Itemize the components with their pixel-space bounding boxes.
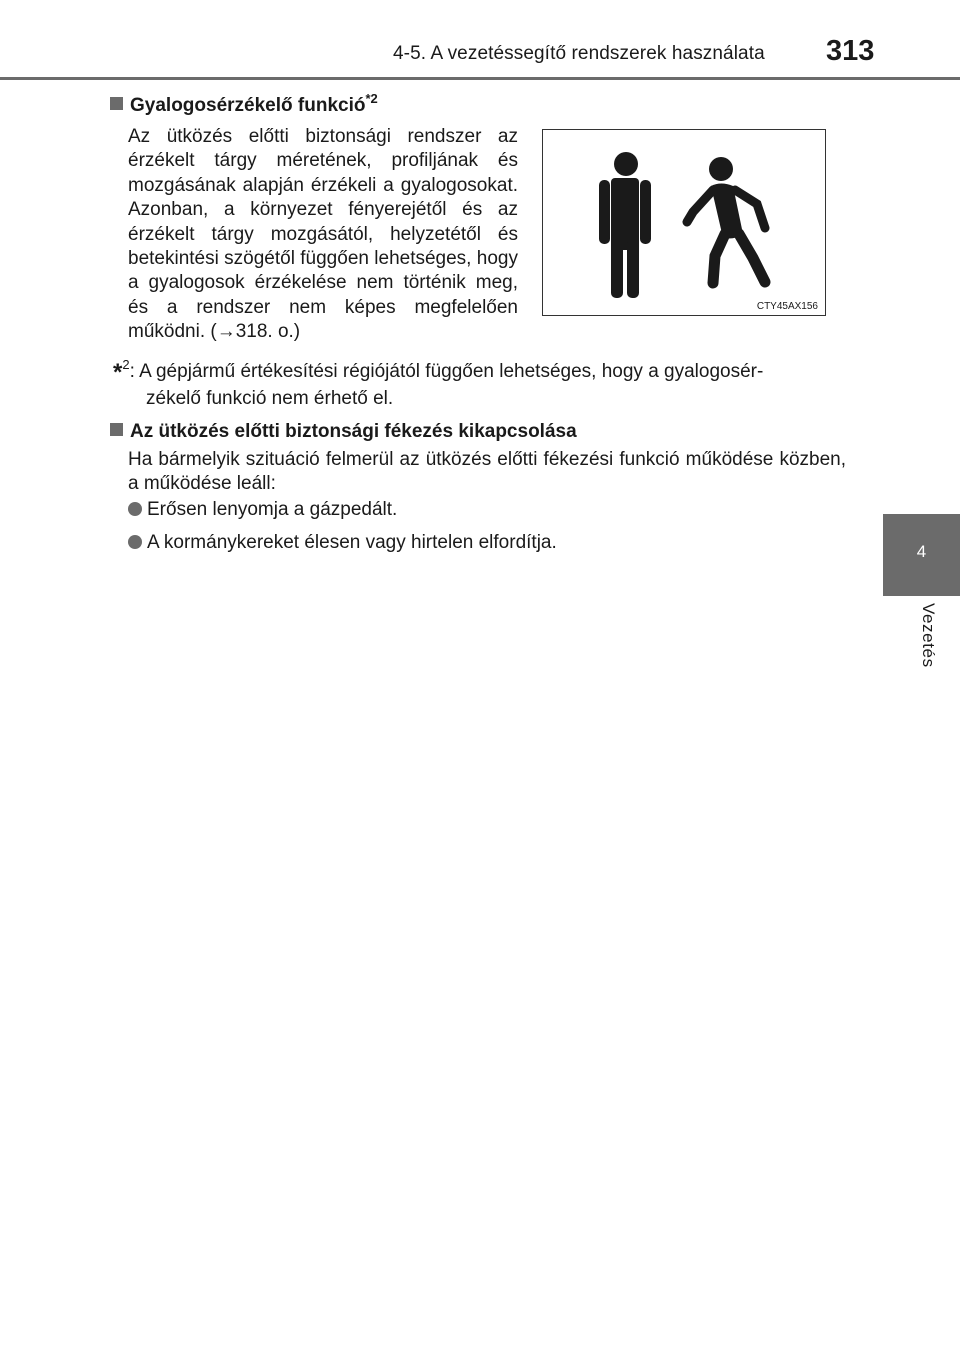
- pedestrian-description: Az ütközés előtti biztonsági rendszer az érzékelt tárgy méretének, profiljának és mozgásának alapján érzékeli a gyalogosokat. Azonban, a környezet fényerejétől és az érzékelt tárgy mozgásától, helyzetétől és betekintési szögétől függően lehetséges, hogy a gyalogosok érzékelése nem történik meg, és a rendszer nem képes megfelelően működni. (→318. o.): [128, 126, 518, 343]
- chapter-number: 4: [916, 542, 927, 561]
- section-title: 4-5. A vezetéssegítő rendszerek használata: [393, 43, 765, 64]
- chapter-label: Vezetés: [919, 603, 938, 668]
- heading-text: Az ütközés előtti biztonsági fékezés kikapcsolása: [130, 421, 577, 442]
- pedestrian-figure: [542, 129, 826, 316]
- heading-superscript: *2: [365, 91, 378, 106]
- section-heading-braking-cancel: [110, 421, 577, 443]
- bullet-dot-icon: [128, 535, 142, 549]
- figure-code: CTY45AX156: [756, 301, 818, 312]
- pedestrian-icon: [543, 130, 827, 317]
- heading-square-icon: [110, 423, 123, 436]
- footnote: [113, 352, 846, 412]
- page-number: 313: [826, 35, 875, 67]
- list-item-text: A kormánykereket élesen vagy hirtelen elfordítja.: [147, 532, 557, 553]
- bullet-dot-icon: [128, 502, 142, 516]
- list-item-text: Erősen lenyomja a gázpedált.: [147, 499, 398, 520]
- footnote-mark: *: [113, 359, 123, 386]
- footnote-line2: zékelő funkció nem érhető el.: [146, 388, 394, 409]
- header-divider: [0, 77, 960, 80]
- footnote-line1: : A gépjármű értékesítési régiójától függően lehetséges, hogy a gyalogosér-: [129, 361, 764, 382]
- heading-square-icon: [110, 97, 123, 110]
- braking-cancel-description: Ha bármelyik szituáció felmerül az ütközés előtti fékezési funkció működése közben, a működése leáll:: [128, 449, 846, 495]
- list-item: [128, 499, 397, 521]
- heading-text: Gyalogosérzékelő funkció: [130, 95, 366, 116]
- list-item: [128, 532, 557, 554]
- section-heading-pedestrian: [110, 91, 378, 117]
- footnote-number: 2: [122, 357, 130, 372]
- chapter-tab[interactable]: [883, 514, 960, 596]
